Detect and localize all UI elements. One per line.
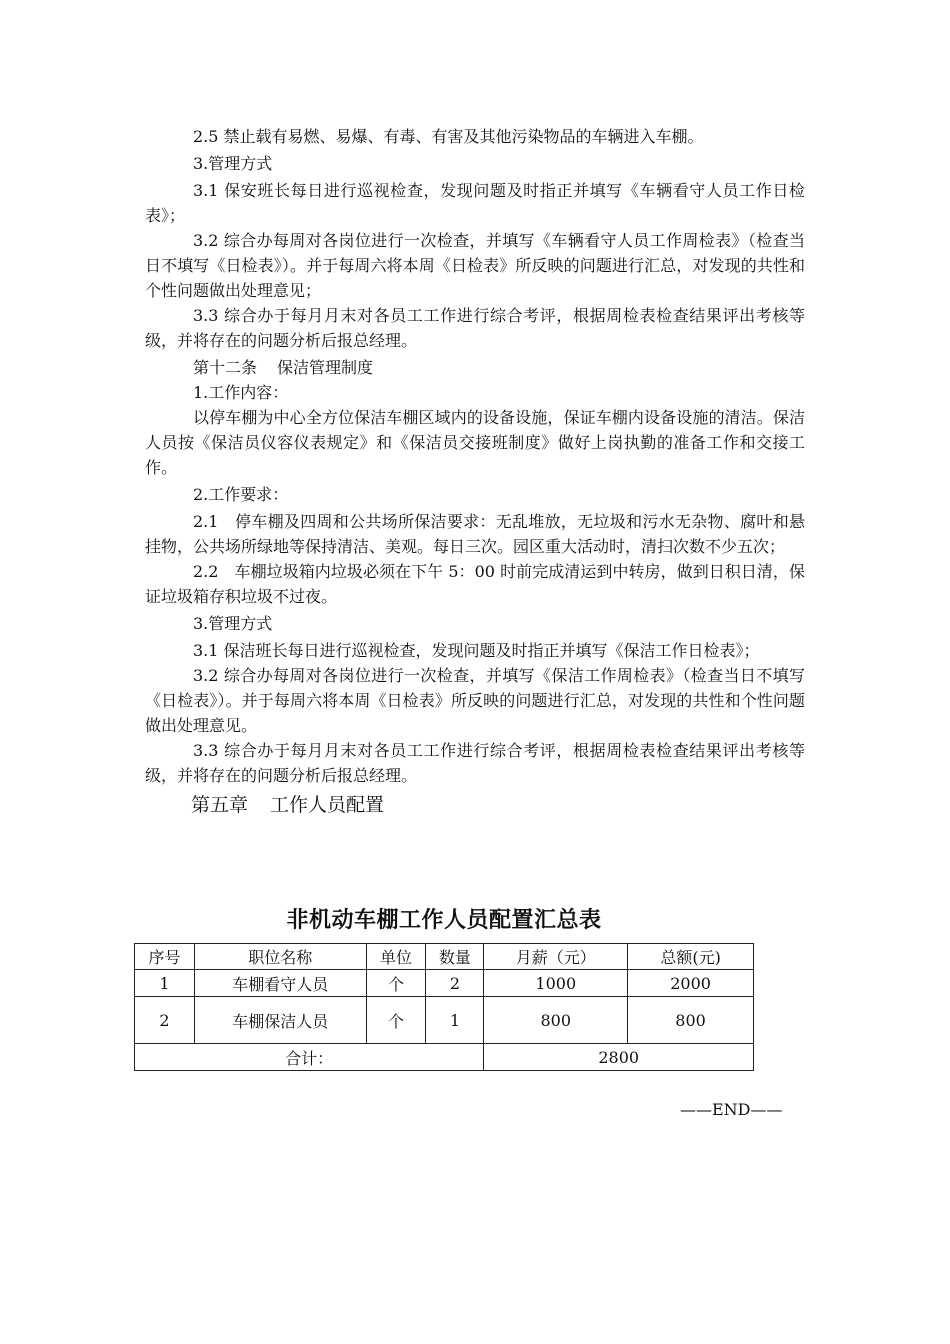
table-cell: 车棚看守人员 (194, 970, 366, 997)
table-title: 非机动车棚工作人员配置汇总表 (286, 908, 602, 933)
clause-3-2-security: 3.2 综合办每周对各岗位进行一次检查，并填写《车辆看守人员工作周检表》（检查当日不填写《日检表》）。并于每周六将本周《日检表》所反映的问题进行汇总，对发现的共性和个性问题做出处理意见； (145, 231, 805, 300)
article-12-title: 保洁管理制度 (277, 358, 374, 377)
table-cell: 2000 (628, 970, 754, 997)
table-cell: 2 (426, 970, 484, 997)
table-row (135, 970, 754, 997)
end-mark: ——END—— (680, 1100, 783, 1119)
management-method-heading-2: 3.管理方式 (193, 614, 273, 633)
table-header-row (135, 944, 754, 970)
clause-2-1-cleaning: 2.1 停车棚及四周和公共场所保洁要求：无乱堆放，无垃圾和污水无杂物、腐叶和悬挂物，公共场所绿地等保持清洁、美观。每日三次。园区重大活动时，清扫次数不少五次； (145, 512, 805, 556)
table-cell: 个 (366, 970, 426, 997)
table-cell: 1 (426, 997, 484, 1044)
total-value: 2800 (484, 1044, 754, 1071)
header-cell: 数量 (426, 944, 484, 970)
table-cell: 1 (135, 970, 195, 997)
article-12-number: 第十二条 (193, 358, 258, 377)
header-cell: 单位 (366, 944, 426, 970)
clause-3-3-cleaning: 3.3 综合办于每月月末对各员工工作进行综合考评，根据周检表检查结果评出考核等级，并将存在的问题分析后报总经理。 (145, 741, 805, 785)
clause-3-1-security: 3.1 保安班长每日进行巡视检查，发现问题及时指正并填写《车辆看守人员工作日检表》； (145, 181, 805, 225)
article-12-heading (145, 355, 805, 380)
clause-2-2-cleaning: 2.2 车棚垃圾箱内垃圾必须在下午 5：00 时前完成清运到中转房，做到日积日清，保证垃圾箱存积垃圾不过夜。 (145, 562, 805, 606)
header-cell: 总额(元) (628, 944, 754, 970)
clause-3-1-cleaning: 3.1 保洁班长每日进行巡视检查，发现问题及时指正并填写《保洁工作日检表》； (193, 641, 760, 660)
clause-2-5: 2.5 禁止载有易燃、易爆、有毒、有害及其他污染物品的车辆进入车棚。 (193, 127, 704, 146)
chapter-5-heading (145, 790, 805, 820)
table-cell: 1000 (484, 970, 628, 997)
management-method-heading: 3.管理方式 (193, 154, 273, 173)
work-requirements-heading: 2.工作要求： (193, 485, 289, 504)
table-cell: 车棚保洁人员 (194, 997, 366, 1044)
table-cell: 2 (135, 997, 195, 1044)
header-cell: 序号 (135, 944, 195, 970)
header-cell: 月薪（元） (484, 944, 628, 970)
work-content-heading: 1.工作内容： (193, 383, 289, 402)
table-total-row (135, 1044, 754, 1071)
document-body (145, 124, 805, 820)
total-label: 合计： (135, 1044, 484, 1071)
table-cell: 800 (628, 997, 754, 1044)
staff-summary-table (134, 943, 754, 1071)
clause-3-3-security: 3.3 综合办于每月月末对各员工工作进行综合考评，根据周检表检查结果评出考核等级，并将存在的问题分析后报总经理。 (145, 306, 805, 350)
table-row (135, 997, 754, 1044)
chapter-5-number: 第五章 (191, 794, 249, 816)
table-cell: 800 (484, 997, 628, 1044)
clause-3-2-cleaning: 3.2 综合办每周对各岗位进行一次检查，并填写《保洁工作周检表》（检查当日不填写《日检表》）。并于每周六将本周《日检表》所反映的问题进行汇总，对发现的共性和个性问题做出处理意见。 (145, 666, 805, 735)
work-content-text: 以停车棚为中心全方位保洁车棚区域内的设备设施，保证车棚内设备设施的清洁。保洁人员按《保洁员仪容仪表规定》和《保洁员交接班制度》做好上岗执勤的准备工作和交接工作。 (145, 408, 805, 477)
table-cell: 个 (366, 997, 426, 1044)
header-cell: 职位名称 (194, 944, 366, 970)
chapter-5-title: 工作人员配置 (270, 794, 385, 816)
